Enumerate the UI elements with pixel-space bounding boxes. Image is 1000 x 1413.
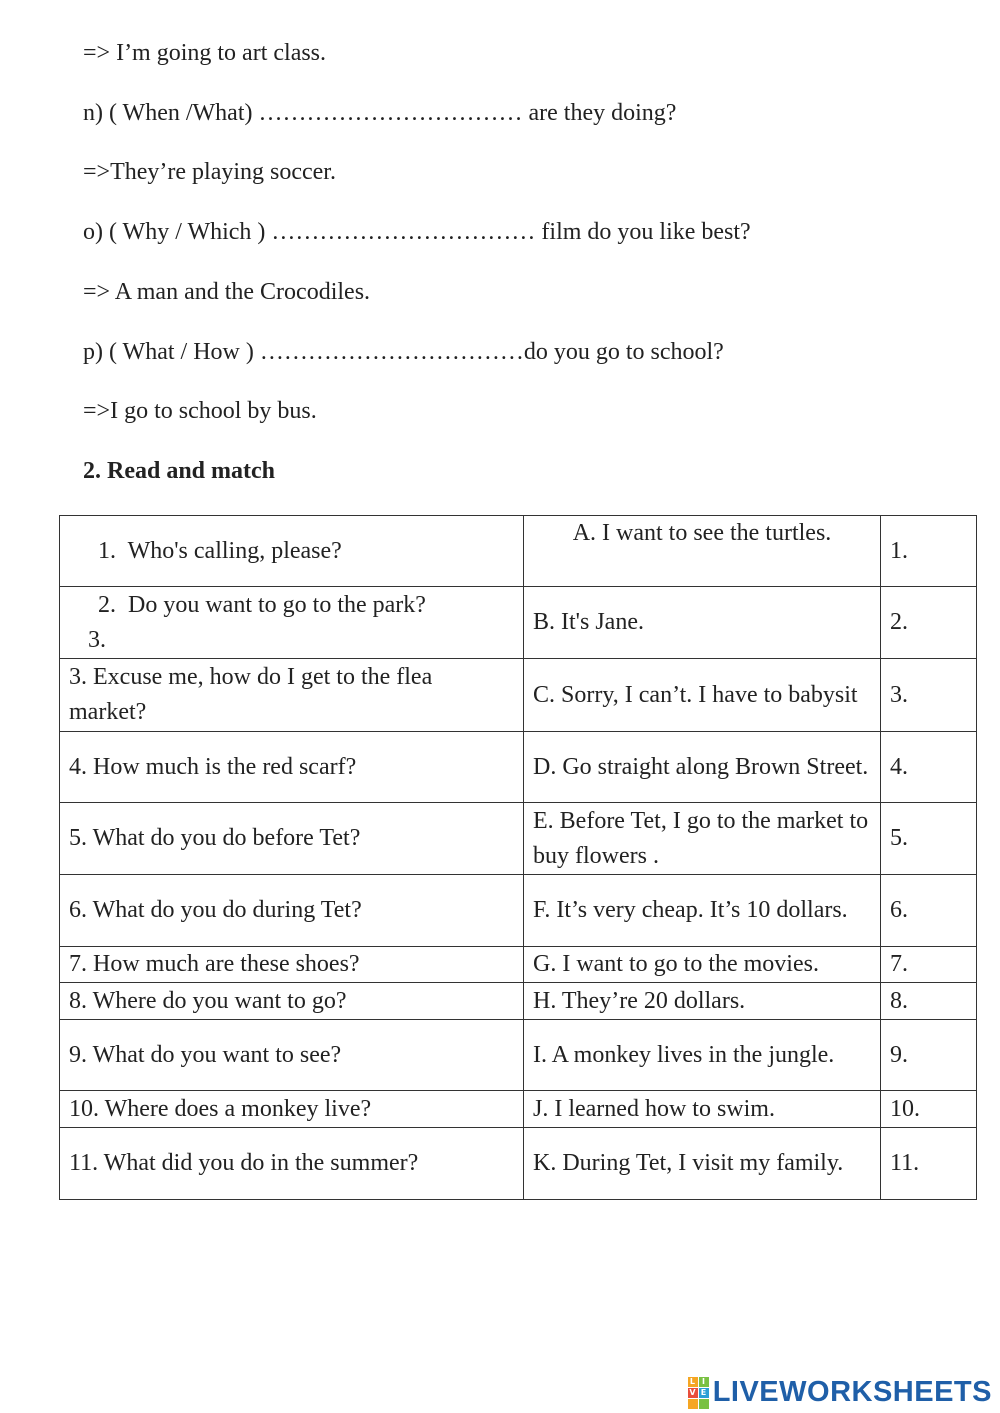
question-cell: 4. How much is the red scarf? xyxy=(60,732,524,803)
answer-cell: D. Go straight along Brown Street. xyxy=(524,732,881,803)
section-title: 2. Read and match xyxy=(83,458,276,484)
question-cell: 11. What did you do in the summer? xyxy=(60,1128,524,1200)
line-answer-n: =>They’re playing soccer. xyxy=(83,159,336,185)
question-cell: 9. What do you want to see? xyxy=(60,1020,524,1091)
number-cell: 8. xyxy=(881,983,977,1020)
answer-cell: C. Sorry, I can’t. I have to babysit xyxy=(524,659,881,732)
liveworksheets-footer xyxy=(688,1376,992,1409)
logo-block xyxy=(688,1399,698,1409)
answer-cell: J. I learned how to swim. xyxy=(524,1091,881,1128)
question-cell: 3. Excuse me, how do I get to the flea market? xyxy=(60,659,524,732)
line-question-p: p) ( What / How ) ……………………………do you go to school? xyxy=(83,339,724,365)
number-cell: 3. xyxy=(881,659,977,732)
logo-block: V xyxy=(689,1387,697,1397)
answer-cell: E. Before Tet, I go to the market to buy flowers . xyxy=(524,803,881,875)
line-question-n: n) ( When /What) …………………………… are they doing? xyxy=(83,100,677,126)
table-row xyxy=(60,803,977,875)
answer-cell: K. During Tet, I visit my family. xyxy=(524,1128,881,1200)
answer-cell: H. They’re 20 dollars. xyxy=(524,983,881,1020)
logo-block: I xyxy=(699,1377,709,1387)
match-table xyxy=(59,515,977,1200)
table-row xyxy=(60,875,977,947)
logo-block xyxy=(699,1399,709,1409)
number-cell: 7. xyxy=(881,947,977,983)
question-cell: 5. What do you do before Tet? xyxy=(60,803,524,875)
question-cell: 1. Who's calling, please? xyxy=(60,516,524,587)
line-answer-o: => A man and the Crocodiles. xyxy=(83,279,371,305)
logo-block: E xyxy=(699,1388,709,1398)
number-cell: 2. xyxy=(881,587,977,659)
number-cell: 11. xyxy=(881,1128,977,1200)
number-cell: 10. xyxy=(881,1091,977,1128)
table-row xyxy=(60,1020,977,1091)
number-cell: 6. xyxy=(881,875,977,947)
question-text: 2. Do you want to go to the park? xyxy=(98,591,426,618)
question-cell: 6. What do you do during Tet? xyxy=(60,875,524,947)
line-answer-m: => I’m going to art class. xyxy=(83,40,327,66)
answer-cell: A. I want to see the turtles. xyxy=(524,516,881,587)
logo-block: L xyxy=(688,1377,698,1387)
answer-cell: B. It's Jane. xyxy=(524,587,881,659)
table-row xyxy=(60,732,977,803)
question-cell: 7. How much are these shoes? xyxy=(60,947,524,983)
line-answer-p: =>I go to school by bus. xyxy=(83,398,317,424)
table-row xyxy=(60,659,977,732)
table-row xyxy=(60,1091,977,1128)
number-cell: 5. xyxy=(881,803,977,875)
question-text-extra: 3. xyxy=(88,626,106,653)
brand-name: LIVEWORKSHEETS xyxy=(712,1376,992,1408)
answer-cell: G. I want to go to the movies. xyxy=(524,947,881,983)
table-row xyxy=(60,947,977,983)
table-row xyxy=(60,983,977,1020)
answer-cell: I. A monkey lives in the jungle. xyxy=(524,1020,881,1091)
number-cell: 4. xyxy=(881,732,977,803)
number-cell: 9. xyxy=(881,1020,977,1091)
number-cell: 1. xyxy=(881,516,977,587)
table-row xyxy=(60,587,977,659)
question-cell: 10. Where does a monkey live? xyxy=(60,1091,524,1128)
table-row xyxy=(60,516,977,587)
question-cell xyxy=(60,587,524,659)
answer-cell: F. It’s very cheap. It’s 10 dollars. xyxy=(524,875,881,947)
table-row xyxy=(60,1128,977,1200)
liveworksheets-logo-icon xyxy=(688,1377,709,1409)
line-question-o: o) ( Why / Which ) …………………………… film do you like best? xyxy=(83,219,751,245)
question-cell: 8. Where do you want to go? xyxy=(60,983,524,1020)
